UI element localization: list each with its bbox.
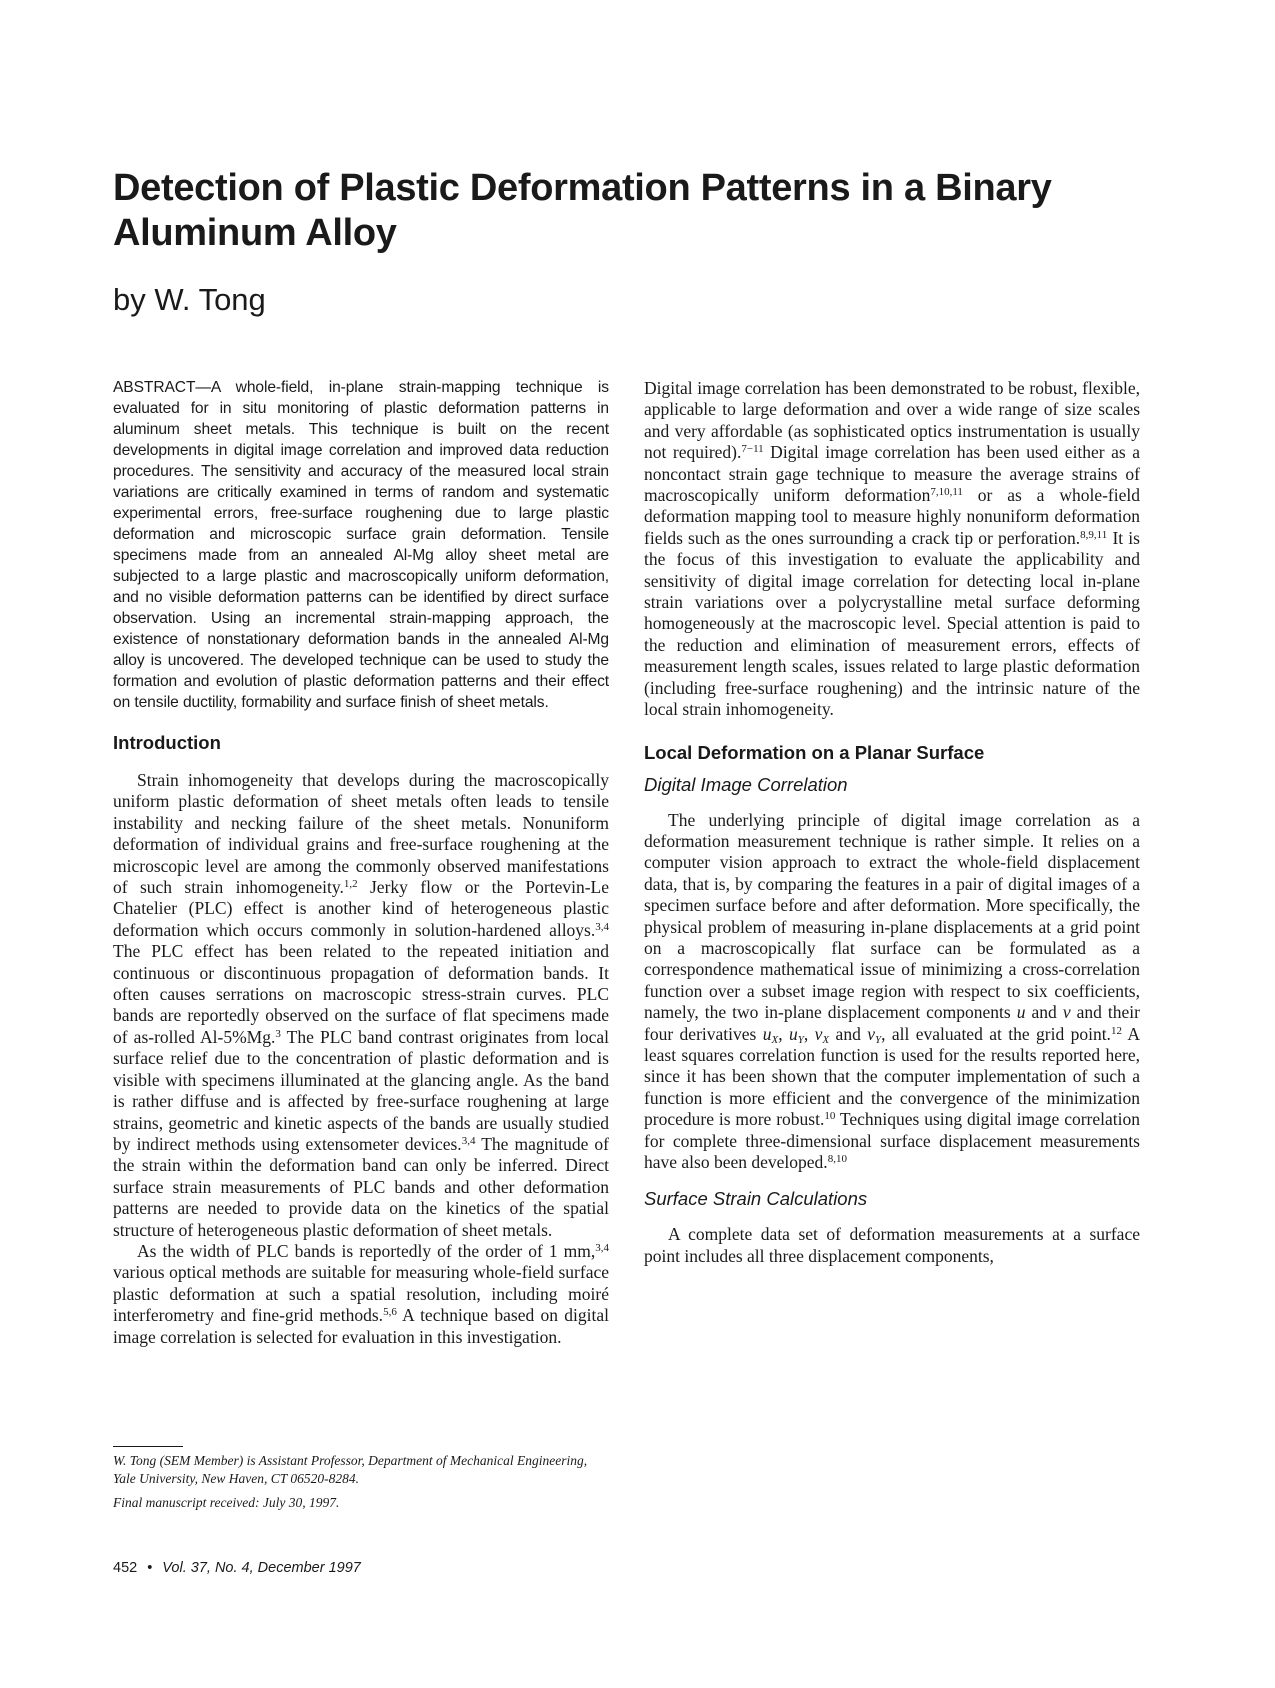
introduction-heading: Introduction bbox=[113, 732, 221, 753]
citation: 7−11 bbox=[741, 443, 764, 456]
citation: 3,4 bbox=[595, 920, 609, 933]
citation: 8,9,11 bbox=[1080, 528, 1108, 541]
paper-title: Detection of Plastic Deformation Patterns in a Binary Aluminum Alloy bbox=[113, 167, 1052, 254]
surface-strain-subheading: Surface Strain Calculations bbox=[644, 1188, 868, 1210]
surface-strain-paragraph: A complete data set of deformation measurements at a surface point includes all three displacement components, bbox=[644, 1224, 1140, 1266]
citation: 5,6 bbox=[383, 1306, 397, 1319]
author-byline: by W. Tong bbox=[113, 282, 266, 317]
dic-paragraph: The underlying principle of digital image correlation as a deformation measurement technique is rather simple. It relies on a computer vision approach to extract the whole-field displacement data, that is, by comparing the features in a pair of digital images of a specimen surface before and after deformation. More specifically, the physical problem of measuring in-plane displacements at a grid point on a macroscopically flat surface can be formulated as a correspondence mathematical issue of minimizing a cross-correlation function over a subset image region with respect to six coefficients, namely, the two in-plane displacement components u and v and their four derivatives $u_X$, $u_Y$, $v_X$ and $v_Y$, all evaluated at the grid point.$^{12}$ A least squares correlation function is used for the results reported here, since it has been shown that the computer implementation of such a function is more efficient and the convergence of the minimization procedure is more robust.$^{10}$ Techniques using digital image correlation for complete three-dimensional surface displacement measurements have also been developed.$^{8,10}$ bbox=[644, 809, 1141, 1172]
local-deformation-heading: Local Deformation on a Planar Surface bbox=[644, 741, 985, 763]
continued-paragraph-slot bbox=[644, 378, 1140, 721]
citation: 3 bbox=[275, 1027, 281, 1040]
bullet-separator: • bbox=[147, 1560, 153, 1576]
journal-issue: Vol. 37, No. 4, December 1997 bbox=[162, 1560, 361, 1576]
footnote-rule bbox=[113, 1446, 183, 1447]
citation: 3,4 bbox=[595, 1241, 609, 1254]
citation: 12 bbox=[1110, 1024, 1122, 1037]
page-footer bbox=[113, 1560, 361, 1576]
introduction-paragraph-2: As the width of PLC bands is reportedly of the order of 1 mm,$^{3,4}$ various optical methods are suitable for measuring whole-field surface plastic deformation at such a spatial resolution, including moiré interferometry and fine-grid methods.$^{5,6}$ A technique based on digital image correlation is selected for evaluation in this investigation. bbox=[113, 1240, 609, 1347]
manuscript-received-footnote: Final manuscript received: July 30, 1997. bbox=[113, 1495, 340, 1510]
dic-subheading: Digital Image Correlation bbox=[644, 773, 848, 795]
citation: 1,2 bbox=[343, 878, 358, 891]
citation: 7,10,11 bbox=[930, 486, 963, 499]
left-column bbox=[113, 377, 609, 1348]
abstract: ABSTRACT—A whole-field, in-plane strain-mapping technique is evaluated for in situ monitoring of plastic deformation patterns in aluminum sheet metals. This technique is built on the recent developments in digital image correlation and improved data reduction procedures. The sensitivity and accuracy of the measured local strain variations are critically examined in terms of random and systematic experimental errors, free-surface roughening due to large plastic deformation and microscopic surface grain deformation. Tensile specimens made from an annealed Al-Mg alloy sheet metal are subjected to a large plastic and macroscopically uniform deformation, and no visible deformation patterns can be identified by direct surface observation. Using an incremental strain-mapping approach, the existence of nonstationary deformation bands in the annealed Al-Mg alloy is uncovered. The developed technique can be used to study the formation and evolution of plastic deformation patterns and their effect on tensile ductility, formability and surface finish of sheet metals. bbox=[113, 379, 609, 711]
author-affiliation-footnote: W. Tong (SEM Member) is Assistant Professor, Department of Mechanical Engineering, Yale University, New Haven, CT 06520-8284. bbox=[113, 1453, 588, 1486]
citation: 3,4 bbox=[461, 1134, 476, 1147]
page-number: 452 bbox=[113, 1560, 138, 1576]
introduction-paragraph-2-continued: Digital image correlation has been demonstrated to be robust, flexible, applicable to large deformation and over a wide range of size scales and very affordable (as sophisticated optics instrumentation is usually not required).$^{7-11}$ Digital image correlation has been used either as a noncontact strain gage technique to measure the average strains of macroscopically uniform deformation$^{7,10,11}$ or as a whole-field deformation mapping tool to measure highly nonuniform deformation fields such as the ones surrounding a crack tip or perforation.$^{8,9,11}$ It is the focus of this investigation to evaluate the applicability and sensitivity of digital image correlation for detecting local in-plane strain variations over a polycrystalline metal surface deforming homogeneously at the macroscopic level. Special attention is paid to the reduction and elimination of measurement errors, effects of measurement length scales, issues related to large plastic deformation (including free-surface roughening) and the intrinsic nature of the local strain inhomogeneity. bbox=[644, 378, 1140, 720]
citation: 10 bbox=[824, 1110, 836, 1123]
right-column bbox=[644, 378, 1140, 1267]
citation: 8,10 bbox=[827, 1153, 847, 1165]
introduction-paragraph-1: Strain inhomogeneity that develops during the macroscopically uniform plastic deformation of sheet metals often leads to tensile instability and necking failure of the sheet metals. Nonuniform deformation of individual grains and free-surface roughening at the microscopic level are among the commonly observed manifestations of such strain inhomogeneity.$^{1,2}$ Jerky flow or the Portevin-Le Chatelier (PLC) effect is another kind of heterogeneous plastic deformation which occurs commonly in solution-hardened alloys.$^{3,4}$ The PLC effect has been related to the repeated initiation and continuous or discontinuous propagation of deformation bands. It often causes serrations on macroscopic stress-strain curves. PLC bands are reportedly observed on the surface of flat specimens made of as-rolled Al-5%Mg.$^3$ The PLC band contrast originates from local surface relief due to the concentration of plastic deformation and is visible with specimens illuminated at the glancing angle. As the band is rather diffuse and is affected by free-surface roughening at large strains, geometric and kinetic aspects of the bands are usually studied by indirect methods using extensometer devices.$^{3,4}$ The magnitude of the strain within the deformation band can only be inferred. Direct surface strain measurements of PLC bands and other deformation patterns are needed to provide data on the kinetics of the spatial structure of heterogeneous plastic deformation of sheet metals. bbox=[113, 770, 609, 1240]
